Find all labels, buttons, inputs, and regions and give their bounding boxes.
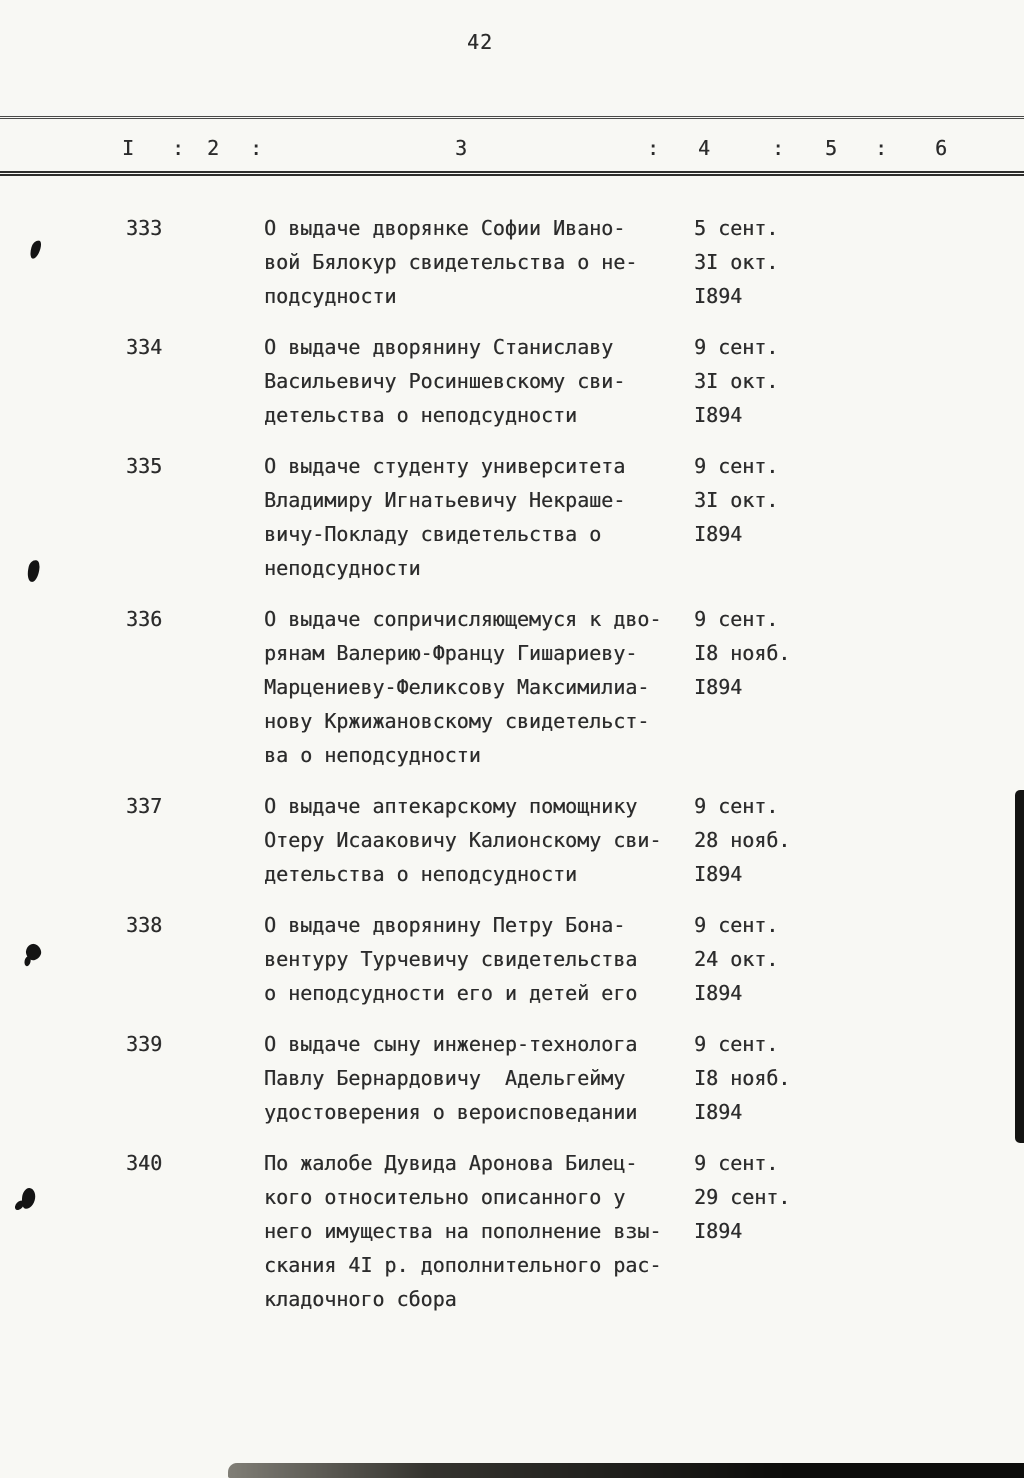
entry-dates xyxy=(694,330,1017,432)
entry-line: вентуру Турчевичу свидетельства xyxy=(264,947,638,971)
entry-date: 9 сент. xyxy=(694,913,779,937)
entry-date: I894 xyxy=(694,862,743,886)
entry-line: О выдаче дворянке Софии Ивано- xyxy=(264,216,626,240)
entry-date: 5 сент. xyxy=(694,216,779,240)
entry-line: подсудности xyxy=(264,284,397,308)
entry-text xyxy=(264,1146,694,1316)
entry-line: вичу-Покладу свидетельства о xyxy=(264,522,602,546)
entry-line: Отеру Исааковичу Калионскому сви- xyxy=(264,828,662,852)
entry-date: 9 сент. xyxy=(694,607,779,631)
entry-date: 9 сент. xyxy=(694,794,779,818)
entry-line: О выдаче дворянину Станиславу xyxy=(264,335,614,359)
header-cell-3: 3 xyxy=(455,136,468,160)
entry-date: 9 сент. xyxy=(694,1151,779,1175)
entry-dates xyxy=(694,1027,1017,1129)
entry-number: 334 xyxy=(126,335,163,359)
entry-dates xyxy=(694,1146,1017,1248)
header-separator: : xyxy=(647,136,660,160)
table-header xyxy=(0,116,1024,176)
ink-mark xyxy=(29,239,43,260)
entry-line: удостоверения о вероисповедании xyxy=(264,1100,638,1124)
ink-mark xyxy=(21,1187,37,1210)
entry-date: I894 xyxy=(694,1100,743,1124)
entry-date: I894 xyxy=(694,675,743,699)
entry-line: Павлу Бернардовичу Адельгейму xyxy=(264,1066,626,1090)
header-separator: : xyxy=(875,136,888,160)
entry-date: 9 сент. xyxy=(694,335,779,359)
entry-line: рянам Валерию-Францу Гишариеву- xyxy=(264,641,638,665)
entry-line: детельства о неподсудности xyxy=(264,862,578,886)
entry-dates xyxy=(694,211,1017,313)
entry-line: ва о неподсудности xyxy=(264,743,481,767)
header-cell-5: 5 xyxy=(825,136,838,160)
entry-date: I894 xyxy=(694,522,743,546)
header-separator: : xyxy=(250,136,263,160)
entry-text xyxy=(264,602,694,772)
entry-dates xyxy=(694,789,1017,891)
header-cell-1: I xyxy=(122,136,135,160)
entry-line: Владимиру Игнатьевичу Некраше- xyxy=(264,488,626,512)
entry-number: 337 xyxy=(126,794,163,818)
entry-line: О выдаче сопричисляющемуся к дво- xyxy=(264,607,662,631)
table-row xyxy=(112,908,1017,1010)
scan-edge-bottom xyxy=(228,1463,1024,1478)
entry-date: 3I окт. xyxy=(694,488,779,512)
table-row xyxy=(112,602,1017,772)
table-row xyxy=(112,1027,1017,1129)
entry-line: скания 4I р. дополнительного рас- xyxy=(264,1253,662,1277)
header-separator: : xyxy=(772,136,785,160)
entry-date: 9 сент. xyxy=(694,454,779,478)
entry-number: 336 xyxy=(126,607,163,631)
entry-date: I894 xyxy=(694,981,743,1005)
entry-date: 24 окт. xyxy=(694,947,779,971)
entry-text xyxy=(264,211,694,313)
entry-line: По жалобе Дувида Аронова Билец- xyxy=(264,1151,638,1175)
pen-mark xyxy=(0,1332,20,1367)
entry-line: О выдаче аптекарскому помощнику xyxy=(264,794,638,818)
entry-line: О выдаче студенту университета xyxy=(264,454,626,478)
entry-line: кладочного сбора xyxy=(264,1287,457,1311)
table-row xyxy=(112,211,1017,313)
entry-number: 333 xyxy=(126,216,163,240)
entry-text xyxy=(264,449,694,585)
entry-date: 3I окт. xyxy=(694,369,779,393)
scan-edge-right xyxy=(1015,790,1024,1143)
entry-text xyxy=(264,330,694,432)
entry-date: 29 сент. xyxy=(694,1185,791,1209)
table-row xyxy=(112,449,1017,585)
entry-date: I894 xyxy=(694,1219,743,1243)
entry-dates xyxy=(694,449,1017,551)
entry-line: Марцениеву-Феликсову Максимилиа- xyxy=(264,675,650,699)
ink-mark xyxy=(24,942,43,962)
entry-text xyxy=(264,1027,694,1129)
header-cell-4: 4 xyxy=(698,136,711,160)
entry-line: неподсудности xyxy=(264,556,421,580)
entry-date: I8 нояб. xyxy=(694,641,791,665)
entry-dates xyxy=(694,602,1017,704)
entry-date: I894 xyxy=(694,284,743,308)
page-number: 42 xyxy=(466,30,494,54)
table-row xyxy=(112,1146,1017,1316)
table-row xyxy=(112,330,1017,432)
entries-list xyxy=(112,211,1017,1333)
entry-line: него имущества на пополнение взы- xyxy=(264,1219,662,1243)
header-cell-2: 2 xyxy=(207,136,220,160)
entry-date: 3I окт. xyxy=(694,250,779,274)
header-cell-6: 6 xyxy=(935,136,948,160)
entry-line: кого относительно описанного у xyxy=(264,1185,626,1209)
entry-date: 9 сент. xyxy=(694,1032,779,1056)
entry-line: Васильевичу Росиншевскому сви- xyxy=(264,369,626,393)
entry-dates xyxy=(694,908,1017,1010)
entry-line: нову Кржижановскому свидетельст- xyxy=(264,709,650,733)
entry-line: детельства о неподсудности xyxy=(264,403,578,427)
entry-text xyxy=(264,789,694,891)
entry-number: 339 xyxy=(126,1032,163,1056)
header-separator: : xyxy=(172,136,185,160)
entry-line: о неподсудности его и детей его xyxy=(264,981,638,1005)
ink-mark xyxy=(26,559,41,583)
entry-number: 338 xyxy=(126,913,163,937)
entry-text xyxy=(264,908,694,1010)
entry-date: 28 нояб. xyxy=(694,828,791,852)
entry-date: I894 xyxy=(694,403,743,427)
entry-line: вой Бялокур свидетельства о не- xyxy=(264,250,638,274)
table-row xyxy=(112,789,1017,891)
entry-date: I8 нояб. xyxy=(694,1066,791,1090)
entry-number: 335 xyxy=(126,454,163,478)
entry-number: 340 xyxy=(126,1151,163,1175)
entry-line: О выдаче дворянину Петру Бона- xyxy=(264,913,626,937)
entry-line: О выдаче сыну инженер-технолога xyxy=(264,1032,638,1056)
